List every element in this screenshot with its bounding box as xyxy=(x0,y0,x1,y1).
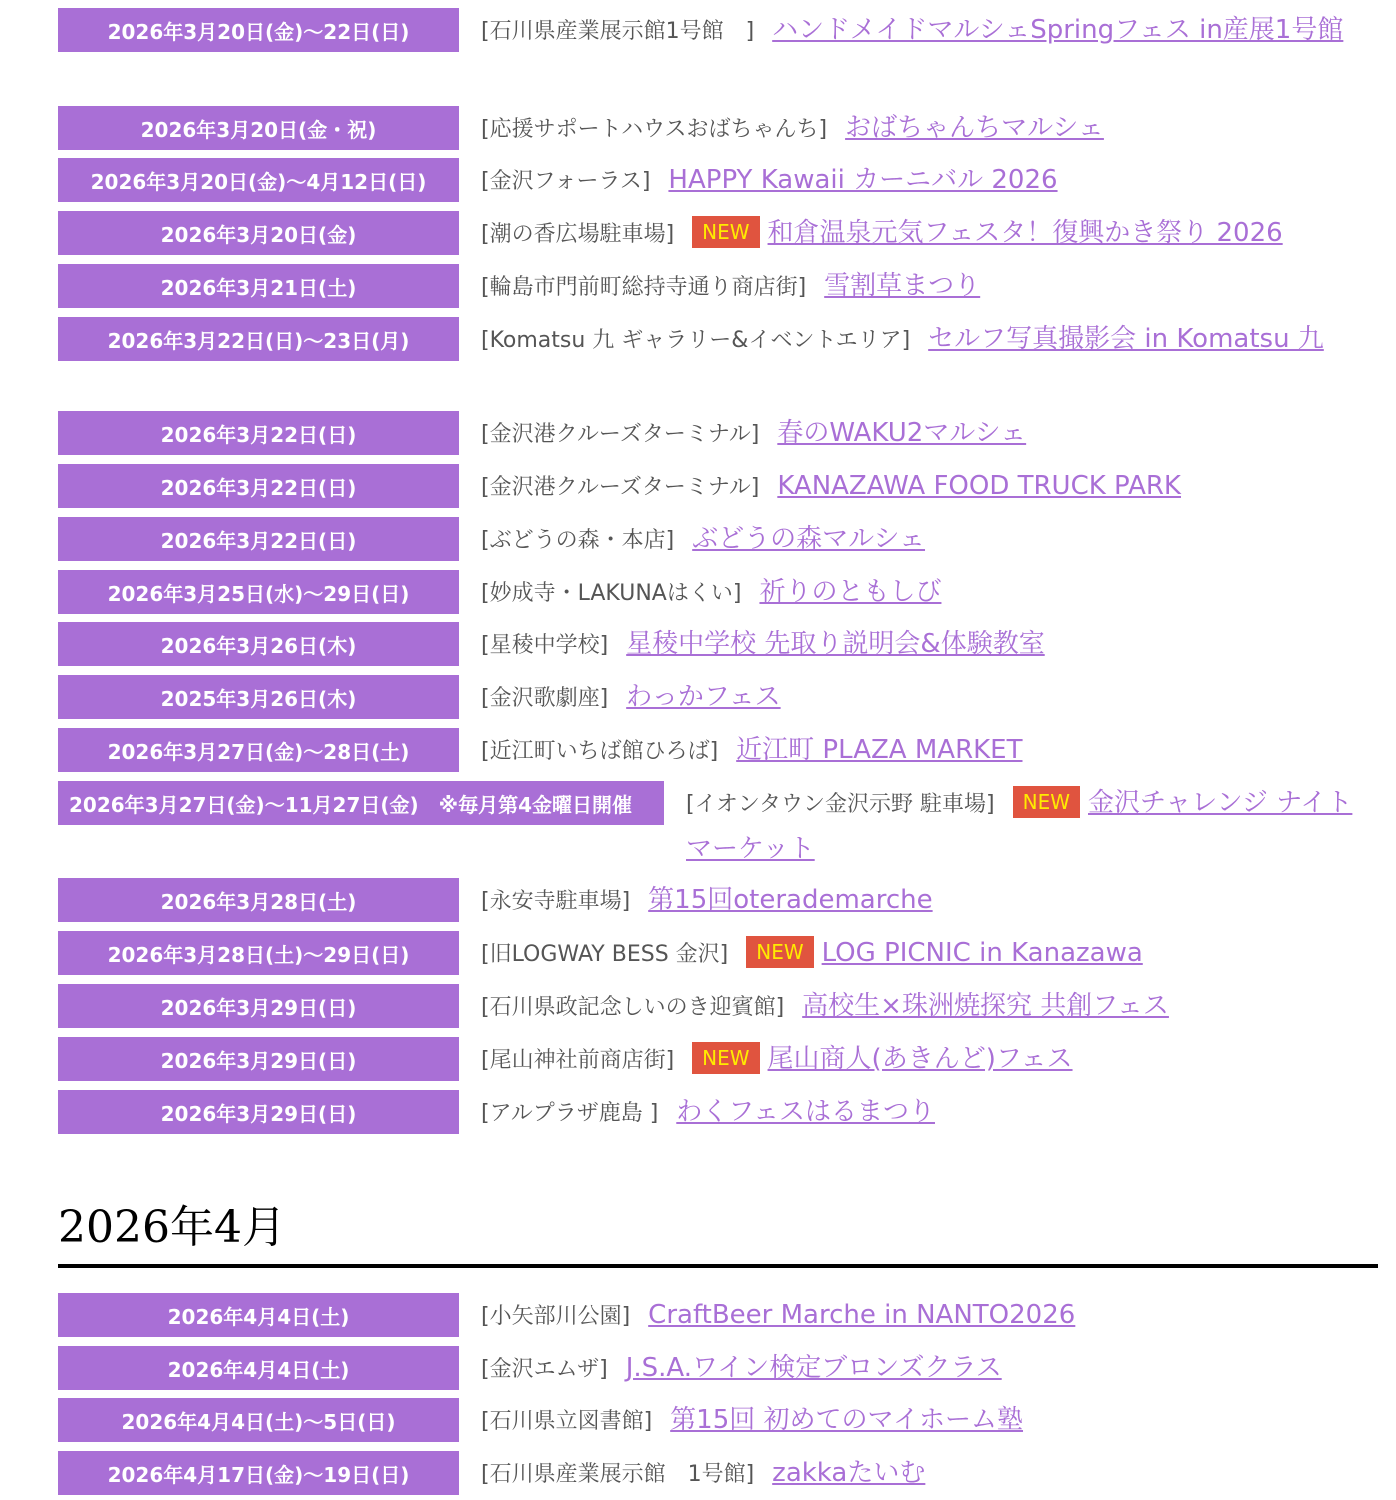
event-info xyxy=(481,517,1378,563)
event-date-label: 2026年3月29日(日) xyxy=(58,1090,459,1134)
event-info xyxy=(481,1037,1378,1083)
event-venue: [輪島市門前町総持寺通り商店街] xyxy=(481,275,807,300)
event-info xyxy=(481,1346,1378,1392)
event-row xyxy=(58,158,1378,204)
event-title-link[interactable]: LOG PICNIC in Kanazawa xyxy=(821,938,1143,968)
event-venue: [金沢港クルーズターミナル] xyxy=(481,422,760,447)
event-date-label: 2026年3月26日(木) xyxy=(58,622,459,666)
event-info xyxy=(481,570,1378,616)
event-title-link[interactable]: J.S.A.ワイン検定ブロンズクラス xyxy=(625,1353,1002,1383)
event-row xyxy=(58,570,1378,616)
event-title-link[interactable]: 第15回 初めてのマイホーム塾 xyxy=(670,1405,1024,1435)
event-date-label: 2026年3月21日(土) xyxy=(58,264,459,308)
event-date-label: 2026年3月29日(日) xyxy=(58,1037,459,1081)
event-venue: [旧LOGWAY BESS 金沢] xyxy=(481,942,729,967)
event-info xyxy=(686,781,1378,873)
event-venue: [ぶどうの森・本店] xyxy=(481,528,675,553)
event-title-link[interactable]: HAPPY Kawaii カーニバル 2026 xyxy=(668,165,1058,195)
event-row xyxy=(58,8,1378,54)
event-info xyxy=(481,931,1378,977)
event-title-link[interactable]: 尾山商人(あきんど)フェス xyxy=(767,1044,1073,1074)
event-title-link[interactable]: おばちゃんちマルシェ xyxy=(845,113,1104,143)
event-venue: [アルプラザ鹿島 ] xyxy=(481,1101,659,1126)
event-date-label: 2026年4月4日(土) xyxy=(58,1293,459,1337)
event-venue: [石川県産業展示館 1号館] xyxy=(481,1462,755,1487)
event-row xyxy=(58,1293,1378,1339)
event-date-label: 2025年3月26日(木) xyxy=(58,675,459,719)
event-info xyxy=(481,264,1378,310)
event-row xyxy=(58,931,1378,977)
event-date-label: 2026年3月27日(金)〜11月27日(金) ※毎月第4金曜日開催 xyxy=(58,781,664,825)
event-title-link[interactable]: 金沢チャレンジ ナイトマーケット xyxy=(686,788,1353,864)
event-info xyxy=(481,1398,1378,1444)
event-date-label: 2026年3月22日(日) xyxy=(58,411,459,455)
event-title-link[interactable]: 第15回oterademarche xyxy=(648,885,933,915)
event-venue: [永安寺駐車場] xyxy=(481,889,631,914)
event-venue: [妙成寺・LAKUNAはくい] xyxy=(481,581,742,606)
event-info xyxy=(481,622,1378,668)
event-date-label: 2026年3月20日(金) xyxy=(58,211,459,255)
event-info xyxy=(481,464,1378,510)
event-venue: [金沢港クルーズターミナル] xyxy=(481,475,760,500)
event-info xyxy=(481,984,1378,1030)
event-date-label: 2026年4月4日(土) xyxy=(58,1346,459,1390)
event-info xyxy=(481,211,1378,257)
event-date-label: 2026年3月28日(土)〜29日(日) xyxy=(58,931,459,975)
event-title-link[interactable]: zakkaたいむ xyxy=(772,1458,926,1488)
event-title-link[interactable]: 星稜中学校 先取り説明会&体験教室 xyxy=(626,629,1045,659)
event-row xyxy=(58,1451,1378,1497)
event-info xyxy=(481,317,1378,363)
event-title-link[interactable]: 雪割草まつり xyxy=(824,271,981,301)
event-info xyxy=(481,411,1378,457)
event-title-link[interactable]: KANAZAWA FOOD TRUCK PARK xyxy=(777,471,1181,501)
event-info xyxy=(481,106,1378,152)
event-info xyxy=(481,878,1378,924)
event-venue: [Komatsu 九 ギャラリー&イベントエリア] xyxy=(481,328,911,353)
event-row xyxy=(58,1037,1378,1083)
event-title-link[interactable]: ぶどうの森マルシェ xyxy=(692,524,926,554)
event-title-link[interactable]: ハンドメイドマルシェSpringフェス in産展1号館 xyxy=(772,15,1344,45)
event-row xyxy=(58,728,1378,774)
event-venue: [星稜中学校] xyxy=(481,633,609,658)
event-date-label: 2026年3月28日(土) xyxy=(58,878,459,922)
event-venue: [小矢部川公園] xyxy=(481,1304,631,1329)
event-row xyxy=(58,622,1378,668)
event-venue: [石川県産業展示館1号館 ] xyxy=(481,19,755,44)
event-row xyxy=(58,1346,1378,1392)
event-info xyxy=(481,1090,1378,1136)
event-date-label: 2026年3月27日(金)〜28日(土) xyxy=(58,728,459,772)
month-heading-april: 2026年4月 xyxy=(58,1192,1378,1268)
event-info xyxy=(481,8,1378,54)
event-date-label: 2026年4月17日(金)〜19日(日) xyxy=(58,1451,459,1495)
event-date-label: 2026年3月25日(水)〜29日(日) xyxy=(58,570,459,614)
new-badge: NEW xyxy=(1013,786,1080,818)
event-venue: [金沢フォーラス] xyxy=(481,169,651,194)
new-badge: NEW xyxy=(746,936,813,968)
event-date-label: 2026年3月29日(日) xyxy=(58,984,459,1028)
event-info xyxy=(481,158,1378,204)
new-badge: NEW xyxy=(692,1042,759,1074)
event-row xyxy=(58,411,1378,457)
event-title-link[interactable]: わくフェスはるまつり xyxy=(676,1097,935,1127)
event-info xyxy=(481,1293,1378,1339)
event-date-label: 2026年3月22日(日) xyxy=(58,464,459,508)
event-venue: [金沢エムザ] xyxy=(481,1357,608,1382)
event-venue: [応援サポートハウスおばちゃんち] xyxy=(481,117,828,142)
event-venue: [石川県立図書館] xyxy=(481,1409,653,1434)
event-row xyxy=(58,211,1378,257)
event-venue: [金沢歌劇座] xyxy=(481,686,609,711)
event-title-link[interactable]: セルフ写真撮影会 in Komatsu 九 xyxy=(928,324,1324,354)
event-venue: [石川県政記念しいのき迎賓館] xyxy=(481,995,785,1020)
event-title-link[interactable]: 和倉温泉元気フェスタ！復興かき祭り 2026 xyxy=(767,218,1283,248)
event-date-label: 2026年3月22日(日) xyxy=(58,517,459,561)
event-title-link[interactable]: 春のWAKU2マルシェ xyxy=(777,418,1027,448)
event-title-link[interactable]: わっかフェス xyxy=(626,682,781,712)
event-venue: [潮の香広場駐車場] xyxy=(481,222,675,247)
event-row xyxy=(58,517,1378,563)
event-date-label: 2026年3月20日(金・祝) xyxy=(58,106,459,150)
event-date-label: 2026年4月4日(土)〜5日(日) xyxy=(58,1398,459,1442)
event-date-label: 2026年3月22日(日)〜23日(月) xyxy=(58,317,459,361)
event-info xyxy=(481,1451,1378,1497)
new-badge: NEW xyxy=(692,216,759,248)
event-title-link[interactable]: 高校生×珠洲焼探究 共創フェス xyxy=(802,991,1169,1021)
event-row xyxy=(58,984,1378,1030)
event-venue: [近江町いちば館ひろば] xyxy=(481,739,719,764)
event-row xyxy=(58,106,1378,152)
event-title-link[interactable]: CraftBeer Marche in NANTO2026 xyxy=(648,1300,1076,1330)
event-venue: [尾山神社前商店街] xyxy=(481,1048,675,1073)
event-row xyxy=(58,675,1378,721)
event-row xyxy=(58,1090,1378,1136)
event-info xyxy=(481,675,1378,721)
event-row xyxy=(58,781,1378,873)
event-row xyxy=(58,264,1378,310)
event-date-label: 2026年3月20日(金)〜22日(日) xyxy=(58,8,459,52)
event-row xyxy=(58,1398,1378,1444)
event-row xyxy=(58,878,1378,924)
event-info xyxy=(481,728,1378,774)
event-title-link[interactable]: 近江町 PLAZA MARKET xyxy=(736,735,1023,765)
event-venue: [イオンタウン金沢示野 駐車場] xyxy=(686,792,995,817)
event-title-link[interactable]: 祈りのともしび xyxy=(759,577,942,607)
event-row xyxy=(58,317,1378,363)
event-date-label: 2026年3月20日(金)〜4月12日(日) xyxy=(58,158,459,202)
event-row xyxy=(58,464,1378,510)
